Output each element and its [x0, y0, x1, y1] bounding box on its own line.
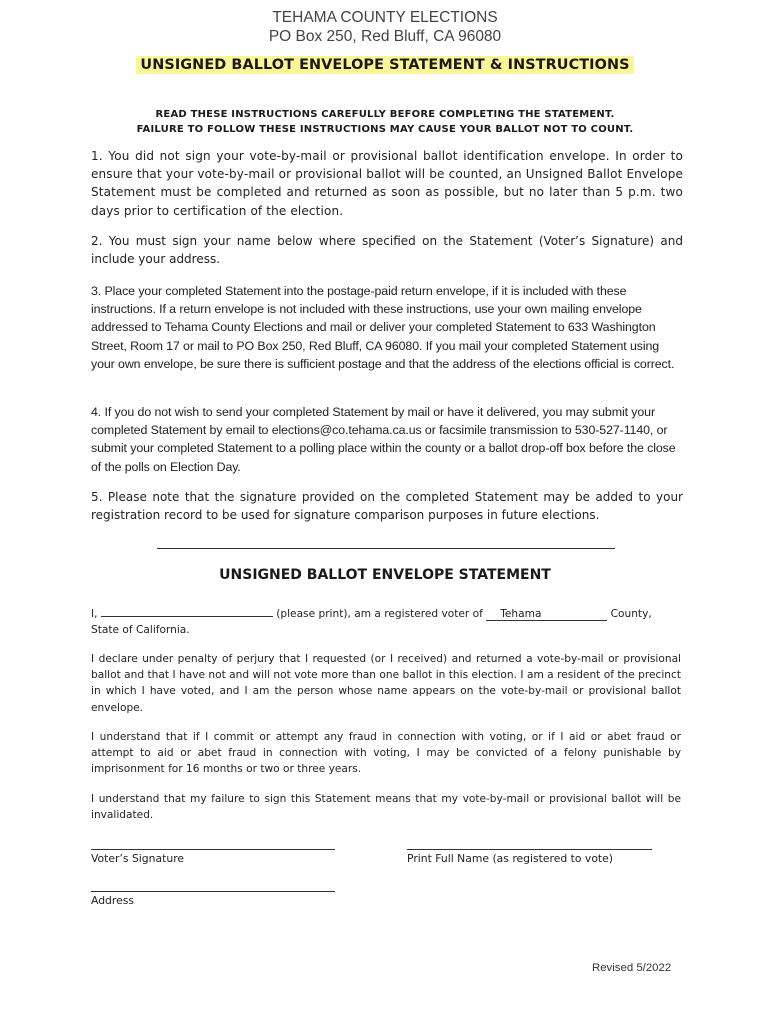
- address-label: Address: [91, 894, 134, 907]
- line-start: I,: [91, 608, 98, 620]
- instruction-5: 5. Please note that the signature provided on the completed Statement may be added to your registration record to be used for signature comparison purposes in future elections.: [91, 490, 683, 523]
- invalidation-notice: I understand that my failure to sign this Statement means that my vote-by-mail or provisional ballot will be invalidated.: [91, 793, 681, 822]
- print-full-name-label: Print Full Name (as registered to vote): [407, 852, 614, 865]
- document-title: UNSIGNED BALLOT ENVELOPE STATEMENT & INSTRUCTIONS: [136, 56, 633, 74]
- line-mid: (please print), am a registered voter of: [276, 608, 483, 620]
- statement-title: UNSIGNED BALLOT ENVELOPE STATEMENT: [219, 567, 551, 583]
- document-title-wrap: [0, 54, 770, 74]
- print-full-name-line[interactable]: [407, 849, 652, 850]
- perjury-declaration: I declare under penalty of perjury that I requested (or I received) and returned a vote-by-mail or provisional ballot and that I have not and will not vote more than one ballot in this election. I am a resident of the precinct in which I have voted, and I am the person whose name appears on the vote-by-mail or provisional ballot envelope.: [91, 653, 681, 714]
- county-field[interactable]: Tehama: [486, 608, 607, 621]
- voter-declaration-line: [91, 605, 681, 638]
- voter-signature-line[interactable]: [91, 849, 335, 850]
- line-state: State of California.: [91, 624, 190, 637]
- fraud-notice: I understand that if I commit or attempt any fraud in connection with voting, or if I aid or abet fraud or attempt to aid or abet fraud in connection with voting, I may be convicted of a felony punishable by imprisonment for 16 months or two or three years.: [91, 731, 681, 776]
- line-end: County,: [610, 608, 652, 620]
- instruction-2: 2. You must sign your name below where specified on the Statement (Voter’s Signature) and include your address.: [91, 234, 683, 267]
- header-org: TEHAMA COUNTY ELECTIONS: [272, 9, 498, 26]
- print-name-field[interactable]: [101, 605, 273, 617]
- instruction-4: 4. If you do not wish to send your completed Statement by mail or have it delivered, you may submit your completed Statement by email to elections@co.tehama.ca.us or facsimile transmission to 530-527-1140, or submit your completed Statement to a polling place within the county or a ballot drop-off box before the close of the polls on Election Day.: [91, 405, 676, 474]
- warning-line-1: READ THESE INSTRUCTIONS CAREFULLY BEFORE COMPLETING THE STATEMENT.: [155, 109, 615, 120]
- instruction-3: 3. Place your completed Statement into the postage-paid return envelope, if it is included with these instructions. If a return envelope is not included with these instructions, use your own mailing envelope addressed to Tehama County Elections and mail or deliver your completed Statement to 633 Washington Street, Room 17 or mail to PO Box 250, Red Bluff, CA 96080. If you mail your completed Statement using your own envelope, be sure there is sufficient postage and that the address of the elections official is correct.: [91, 284, 675, 371]
- revision-date: Revised 5/2022: [592, 962, 672, 974]
- address-line[interactable]: [91, 891, 335, 892]
- section-divider: [157, 548, 615, 549]
- instruction-1: 1. You did not sign your vote-by-mail or provisional ballot identification envelope. In order to ensure that your vote-by-mail or provisional ballot will be counted, an Unsigned Ballot Envelope Statement must be completed and returned as soon as possible, but no later than 5 p.m. two days prior to certification of the election.: [91, 149, 683, 218]
- voter-signature-label: Voter’s Signature: [91, 852, 185, 865]
- header-address: PO Box 250, Red Bluff, CA 96080: [268, 28, 502, 45]
- warning-line-2: FAILURE TO FOLLOW THESE INSTRUCTIONS MAY CAUSE YOUR BALLOT NOT TO COUNT.: [136, 124, 634, 135]
